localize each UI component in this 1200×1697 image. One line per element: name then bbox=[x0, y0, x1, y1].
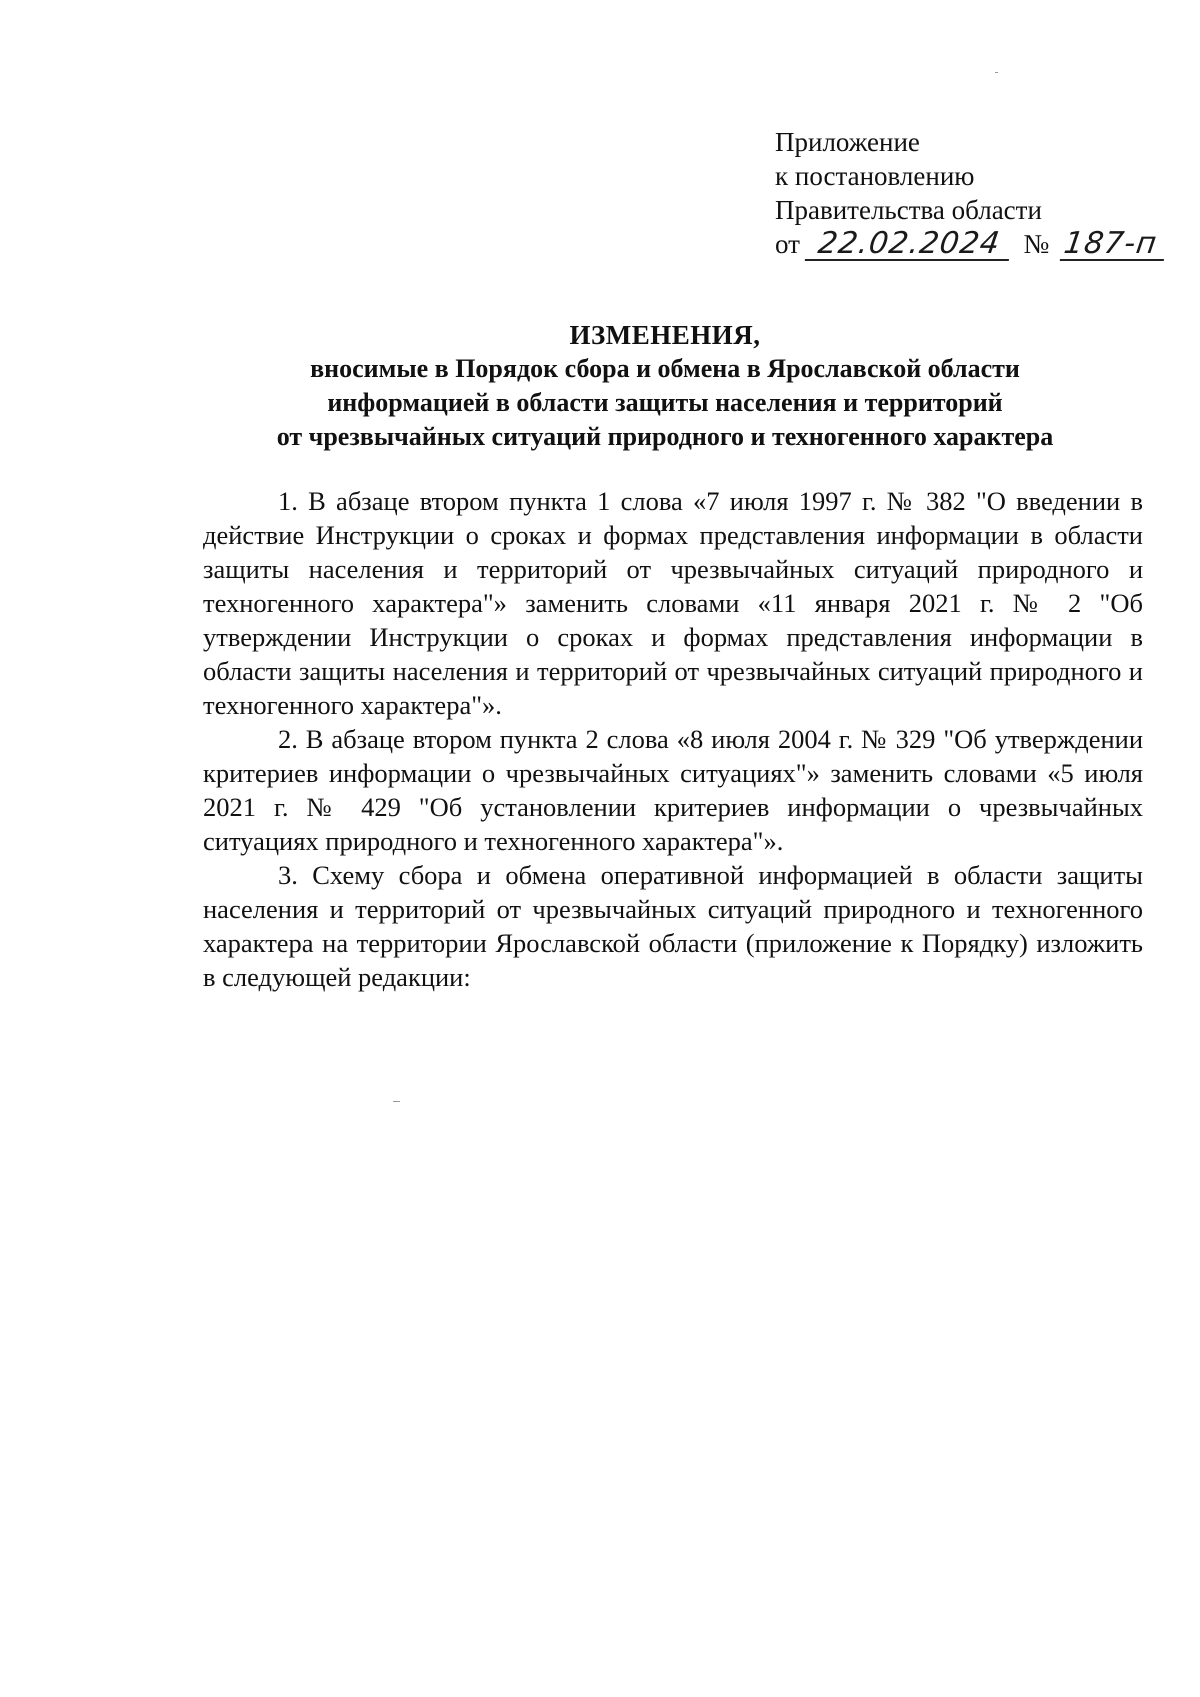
appendix-title: Приложение bbox=[775, 127, 920, 157]
scan-speck bbox=[393, 1101, 400, 1102]
appendix-date-number-line bbox=[775, 227, 1166, 261]
paragraph-2: 2. В абзаце втором пункта 2 слова «8 июля 2004 г. № 329 "Об утверждении критериев информации о чрезвычайных ситуациях"» заменить словами «5 июля 2021 г. № 429 "Об установлении критериев информации о чрезвычайных ситуациях природного и техногенного характера"». bbox=[203, 724, 1143, 856]
paragraph-1: 1. В абзаце втором пункта 1 слова «7 июля 1997 г. № 382 "О введении в действие Инструкции о сроках и формах представления информации в области защиты населения и территорий от чрезвычайных ситуаций природного и техногенного характера"» заменить словами «11 января 2021 г. № 2 "Об утверждении Инструкции о сроках и формах представления информации в области защиты населения и территорий от чрезвычайных ситуаций природного и техногенного характера"». bbox=[203, 486, 1143, 720]
title-heading: ИЗМЕНЕНИЯ, bbox=[569, 320, 761, 350]
date-prefix: от bbox=[775, 229, 800, 259]
title-line-1: вносимые в Порядок сбора и обмена в Ярославской области bbox=[310, 354, 1020, 383]
handwritten-number: 187-п bbox=[1060, 229, 1168, 261]
title-line-2: информацией в области защиты населения и территорий bbox=[327, 388, 1003, 417]
document-body bbox=[203, 484, 1143, 994]
appendix-block bbox=[775, 125, 1166, 261]
appendix-government: Правительства области bbox=[775, 195, 1042, 225]
document-title bbox=[170, 318, 1160, 454]
title-line-3: от чрезвычайных ситуаций природного и техногенного характера bbox=[276, 422, 1054, 451]
number-sign: № bbox=[1023, 229, 1050, 259]
paragraph-3: 3. Схему сбора и обмена оперативной информацией в области защиты населения и территорий от чрезвычайных ситуаций природного и техногенного характера на территории Ярославской области (приложение к Порядку) изложить в следующей редакции: bbox=[203, 860, 1143, 992]
scan-speck bbox=[995, 72, 998, 73]
handwritten-date: 22.02.2024 bbox=[804, 229, 1012, 261]
appendix-resolution: к постановлению bbox=[775, 161, 975, 191]
